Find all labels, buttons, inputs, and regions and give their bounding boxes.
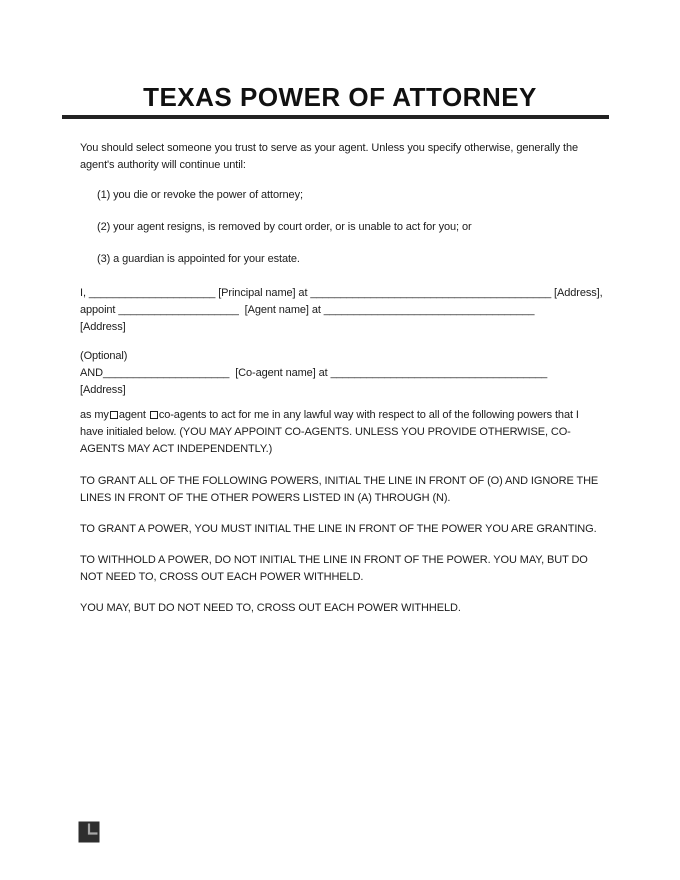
coagent-line [80, 365, 604, 382]
coagent-name-label: [Co-agent name] at [229, 367, 331, 379]
document-title: TEXAS POWER OF ATTORNEY [143, 82, 537, 112]
agent-name-label: [Agent name] at [238, 304, 324, 316]
principal-address-label: [Address], [551, 287, 603, 299]
termination-item-2: (2) your agent resigns, is removed by court order, or is unable to act for you; or [97, 221, 472, 233]
coagent-option-text: co-agents to act for me in any lawful way with respect to all of the following powers that I have initialed below. (YOU MAY APPOINT CO-AGENTS. UNLESS YOU PROVIDE OTHERWISE, CO-AGENTS MAY ACT INDEPENDENTLY.) [80, 409, 579, 455]
document-body [80, 140, 604, 617]
appointment-clause [80, 285, 604, 336]
coagent-address-blank: ____________________________________ [330, 367, 548, 379]
agent-name-blank: ____________________ [118, 304, 239, 316]
coagent-checkbox-icon[interactable] [150, 411, 158, 419]
principal-line [80, 285, 604, 302]
termination-item-1: (1) you die or revoke the power of attorney; [97, 189, 303, 201]
logo-icon [78, 821, 100, 843]
agent-checkbox-icon[interactable] [110, 411, 118, 419]
title-double-rule [62, 115, 609, 119]
agent-line-prefix: appoint [80, 304, 119, 316]
instruction-withhold-power: TO WITHHOLD A POWER, DO NOT INITIAL THE LINE IN FRONT OF THE POWER. YOU MAY, BUT DO NOT NEED TO, CROSS OUT EACH POWER WITHHELD. [80, 554, 588, 583]
instruction-cross-out: YOU MAY, BUT DO NOT NEED TO, CROSS OUT EACH POWER WITHHELD. [80, 602, 461, 614]
principal-address-blank: ________________________________________ [310, 287, 552, 299]
agent-address-blank: ___________________________________ [323, 304, 535, 316]
agent-address-label: [Address] [80, 321, 126, 333]
agency-clause [80, 407, 604, 458]
principal-line-prefix: I, [80, 287, 89, 299]
instruction-grant-all: TO GRANT ALL OF THE FOLLOWING POWERS, INITIAL THE LINE IN FRONT OF (O) AND IGNORE THE LINES IN FRONT OF THE OTHER POWERS LISTED IN (A) THROUGH (N). [80, 475, 599, 504]
termination-list [80, 187, 604, 268]
principal-name-blank: _____________________ [88, 287, 216, 299]
legal-templates-logo [78, 821, 100, 843]
intro-paragraph: You should select someone you trust to serve as your agent. Unless you specify otherwise, generally the agent's authority will continue until: [80, 142, 579, 171]
optional-coagent-clause [80, 348, 604, 399]
principal-name-label: [Principal name] at [215, 287, 311, 299]
termination-item-3: (3) a guardian is appointed for your estate. [97, 253, 300, 265]
coagent-address-label: [Address] [80, 384, 126, 396]
agent-line [80, 302, 604, 319]
agency-text-before: as my [80, 409, 109, 421]
coagent-line-prefix: AND [80, 367, 103, 379]
agent-option-label: agent [118, 409, 149, 421]
coagent-name-blank: _____________________ [102, 367, 230, 379]
instruction-grant-power: TO GRANT A POWER, YOU MUST INITIAL THE LINE IN FRONT OF THE POWER YOU ARE GRANTING. [80, 523, 597, 535]
optional-heading: (Optional) [80, 350, 128, 362]
